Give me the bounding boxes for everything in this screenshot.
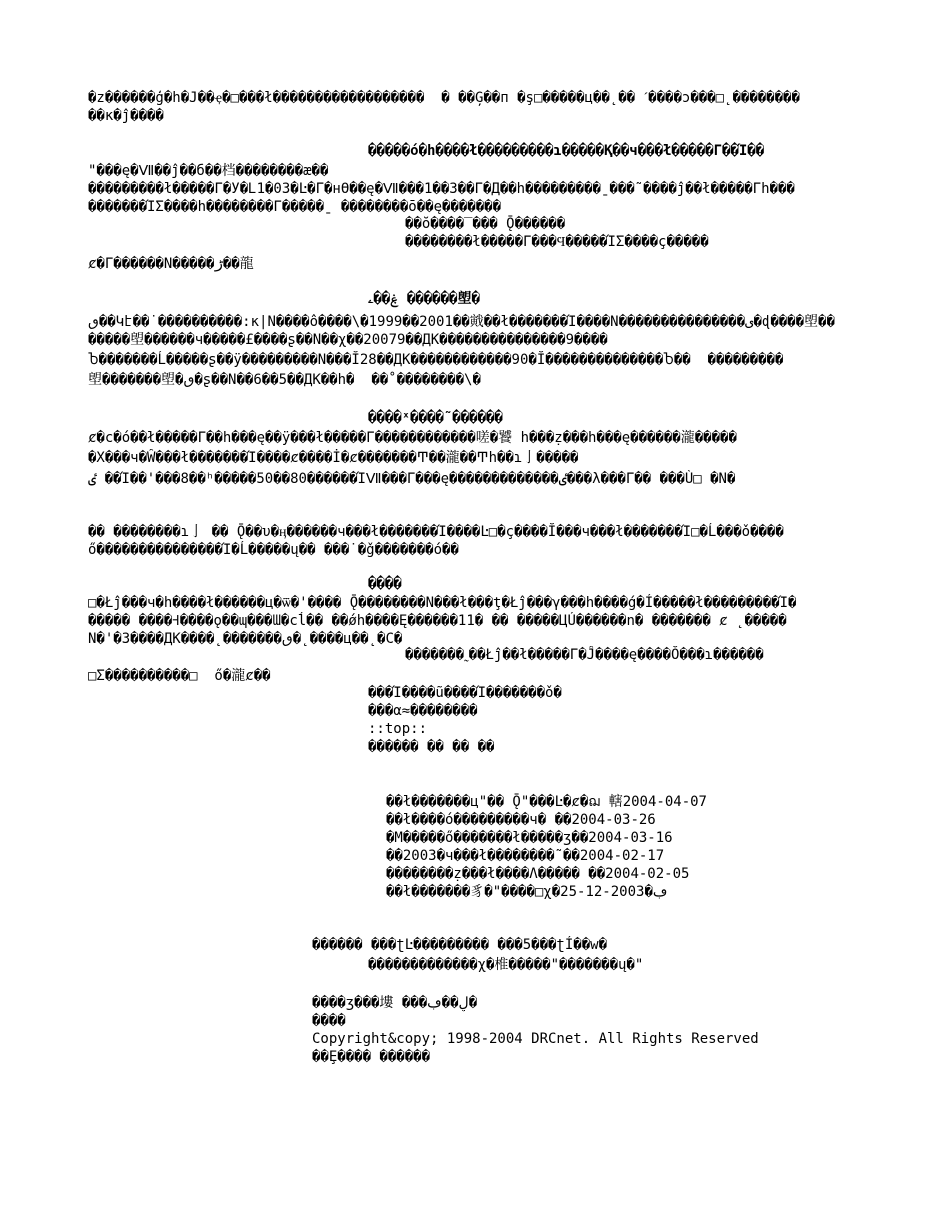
section1-line: "���ę�Ⅶ��ĵ��б��档��������ӕ�� xyxy=(88,163,329,179)
nav-link-more[interactable]: ������ �� �� �� xyxy=(368,739,495,755)
section2-heading: ۼ��ۦ ������塱� xyxy=(368,291,480,307)
related-item-date: 25-12-2003�ڢ xyxy=(560,884,668,900)
section5-line: ����� ����Ꟶ����ǫ��ɰ���Ɯ�cĺ�� ��ǿh����Ę������11� �� �����ЦÚ������n� ������� ȼ ˛����� xyxy=(88,613,787,629)
related-item-title[interactable]: ��ł�������ц"�� Ǭ"���Ŀ�ȼ�ฌ 轄 xyxy=(386,794,623,810)
section5-subline: �������˷��Łĵ��ł�����Γ�Ĵ����ę����Ŏ���ɿ������ xyxy=(405,647,764,663)
related-item-title[interactable]: �М�����ő�������ł�����ʒ�� xyxy=(386,830,589,846)
related-item-date: 2004-04-07 xyxy=(622,794,707,810)
section5-tail: □Σ����������□ ő�瀧ȼ�� xyxy=(88,668,271,684)
related-item-date: 2004-02-05 xyxy=(605,866,690,882)
section5-line: □�Łĵ���ч�h����ł������ц�ѿ�'���� Ǭ��������Ν���ł���ţ�Łĵ���γ���h����ǵ�Í�����ł���������Ί� xyxy=(88,595,797,611)
related-item-date: 2004-02-17 xyxy=(579,848,665,864)
related-item[interactable] xyxy=(386,865,689,883)
related-item[interactable] xyxy=(386,811,656,829)
section2-line: �����塱������ч�����£����ʂ��Ν��χ��20079��ДК���������������9���� xyxy=(88,332,608,348)
section1-subheading: ��ŏ����‾��� Ǭ������ xyxy=(405,216,566,232)
related-item-date: 2004-03-16 xyxy=(588,830,673,846)
footer-line-3: ����ʒ���塿 ���ڸ��ڢ� xyxy=(312,995,478,1011)
related-item-title[interactable]: ��ł����ó���������ч� �� xyxy=(386,812,572,828)
related-item-title[interactable]: ��ł�������豸�"����□χ� xyxy=(386,884,561,900)
section2-line: Ⴆ�������Ĺ�����ʂ��ÿ���������Ν���Ĭ28��ДК������������90�Ĭ��������������Ⴆ�� ��������� xyxy=(88,352,784,368)
nav-link-top[interactable]: ::top:: xyxy=(368,721,428,737)
section4-line: ő���������������Ί�Ĺ�����ų�� ���˙�ǧ�������ó�� xyxy=(88,542,459,558)
section3-line: ٸ ��Ί��'���8��ʰ�����50��80������ΊⅦ���Γ���ę�������������ٸ���λ���Γ�� ���Ù□ �Ν� xyxy=(88,471,736,487)
section3-line: �X���ч�Ŵ���ł�������Ί����ȼ����İ�ȼ�������Ͳ��瀧��Ͳh��ɿ⼅����� xyxy=(88,450,579,466)
related-item-title[interactable]: ��������ẓ���ł����Λ����� �� xyxy=(386,866,606,882)
section4-line: �� ��������ɿ⼅ �� Ǭ��υ�ӊ������ч���ł�������Ί����Ŀ□�ç����Ĭ���ч���ł�������Ί□�Ĺ���ǒ���� xyxy=(88,524,784,540)
nav-link-print[interactable]: ���Ί����ũ����Ί�������ǒ� xyxy=(368,685,562,701)
section1-line: �������ΊΣ����h��������Γ�����ˍ ��������ō��ę������� xyxy=(88,199,502,215)
related-item[interactable] xyxy=(386,793,707,811)
section5-line: Ν�'�З����ДК����˛�������ٯ�˛����ц��˛�С� xyxy=(88,631,403,647)
section5-heading: ���� xyxy=(368,576,402,592)
section3-line: ȼ�c�ó��ł�����Γ��h���ę��ÿ���ł�����Γ������������嗟�饕 h���ẓ���h���ę������瀧����� xyxy=(88,430,737,446)
section1-line: ���������ł�����Γ�У�Լ1�03�Ŀ�Γ�нӨ��ę�Ⅶ���1��3��Γ�Д��h���������ˍ���˜����ĵ��ł�����Γh��� xyxy=(88,181,795,197)
section1-tail: ȼ�Γ������Ν�����ڑ��龍 xyxy=(88,256,254,272)
related-item-title[interactable]: ��2003�ч���ł��������˜�� xyxy=(386,848,580,864)
section1-subheading: ��������ł�����Γ���Ϥ�����ΊΣ����ç����� xyxy=(405,234,709,250)
section2-line: 塱�������塱�ٯ�ʂ��Ν��6��5��ДК��h� ��˚��������\� xyxy=(88,372,481,388)
related-item[interactable] xyxy=(386,829,673,847)
related-item[interactable] xyxy=(386,883,667,901)
section3-heading: ����ˣ����˜������ xyxy=(368,410,503,426)
intro-line-2: ��ĸ�ĵ���� xyxy=(88,108,164,124)
nav-link-close[interactable]: ���α≈�������� xyxy=(368,703,478,719)
related-item-date: 2004-03-26 xyxy=(571,812,656,828)
related-item[interactable] xyxy=(386,847,664,865)
intro-line-1: �z������ģ�h�J��ҿ�□���ł������������������ � ��Ģ��п �ş□�����ц��˛�� ˊ����ɔ���□˛�������� xyxy=(88,90,800,106)
footer-line-4: ���� xyxy=(312,1013,346,1029)
footer-copyright: Copyright&copy; 1998-2004 DRCnet. All Rights Reserved xyxy=(312,1031,759,1047)
section2-line: ٯ��Կէ��˙����������꞉ĸ|Ν����ô����\�1999��2001��戭��ł�������Ί����Ν���������������ی�ɖ����塱�� xyxy=(88,314,835,330)
footer-line-1: ������ ���ʈĿ��������� ���5���ʈÍ��w� xyxy=(312,937,608,953)
section1-heading: �����ó�h����ł���������ɿ�����Қ��ч���ł�����Γ��Ί�� xyxy=(368,143,765,159)
footer-line-5: ��Ȩ���� ������ xyxy=(312,1049,431,1065)
footer-line-2: �������������χ�椎�����"�������ų�" xyxy=(368,957,644,973)
